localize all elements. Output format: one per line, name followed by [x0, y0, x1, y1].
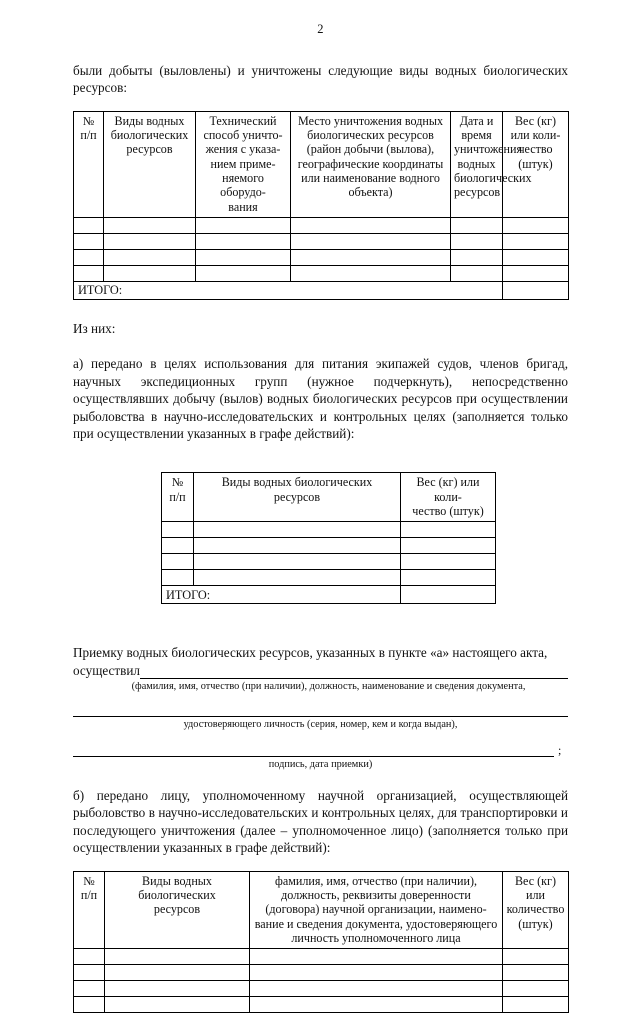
- cell-number[interactable]: [74, 997, 105, 1013]
- table-row[interactable]: [74, 249, 569, 265]
- cell-weight[interactable]: [503, 965, 569, 981]
- table-total-row: [74, 281, 569, 299]
- cell-weight[interactable]: [503, 249, 569, 265]
- cell-person-details[interactable]: [250, 949, 503, 965]
- table-row[interactable]: [74, 965, 569, 981]
- column-header-number: № п/п: [162, 473, 194, 522]
- cell-species[interactable]: [105, 965, 250, 981]
- cell-number[interactable]: [162, 538, 194, 554]
- cell-number[interactable]: [74, 265, 104, 281]
- table-row[interactable]: [74, 233, 569, 249]
- cell-method[interactable]: [196, 265, 291, 281]
- cell-method[interactable]: [196, 233, 291, 249]
- table-header-row: [74, 111, 569, 217]
- cell-place[interactable]: [291, 233, 451, 249]
- cell-species[interactable]: [104, 233, 196, 249]
- cell-weight[interactable]: [401, 538, 496, 554]
- intro-paragraph: были добыты (выловлены) и уничтожены следующие виды водных биологических ресурсов:: [73, 63, 568, 96]
- signature-rule-name[interactable]: [140, 663, 568, 679]
- cell-number[interactable]: [74, 965, 105, 981]
- cell-number[interactable]: [74, 217, 104, 233]
- cell-species[interactable]: [194, 522, 401, 538]
- table-total-row: [162, 586, 496, 604]
- cell-species[interactable]: [194, 554, 401, 570]
- cell-weight[interactable]: [401, 554, 496, 570]
- table-row[interactable]: [74, 981, 569, 997]
- cell-place[interactable]: [291, 249, 451, 265]
- signature-rule-signature[interactable]: [73, 741, 554, 757]
- cell-weight[interactable]: [503, 233, 569, 249]
- table-row[interactable]: [162, 538, 496, 554]
- page-number: 2: [317, 22, 324, 36]
- cell-datetime[interactable]: [451, 249, 503, 265]
- column-header-weight: Вес (кг) или количество (штук): [503, 871, 569, 948]
- cell-method[interactable]: [196, 217, 291, 233]
- acceptance-trailing-punctuation: ;: [558, 743, 562, 758]
- cell-number[interactable]: [74, 949, 105, 965]
- paragraph-b: б) передано лицу, уполномоченному научной организацией, осуществляющей рыболовство в научно-исследовательских и контрольных целях, для транспортировки и последующего уничтожения (далее – уполномоченное лицо) (заполняется только при осуществлении указанных в графе действий):: [73, 788, 568, 856]
- cell-person-details[interactable]: [250, 965, 503, 981]
- cell-datetime[interactable]: [451, 233, 503, 249]
- cell-weight[interactable]: [503, 217, 569, 233]
- cell-number[interactable]: [162, 554, 194, 570]
- cell-place[interactable]: [291, 217, 451, 233]
- table-header-row: [74, 871, 569, 948]
- acceptance-sign-line: [73, 741, 568, 757]
- cell-species[interactable]: [105, 997, 250, 1013]
- cell-datetime[interactable]: [451, 217, 503, 233]
- table-row[interactable]: [162, 570, 496, 586]
- column-header-place: Место уничтожения водных биологических ресурсов (район добычи (вылова), географические координаты или наименование водного объекта): [291, 111, 451, 217]
- table-header-row: [162, 473, 496, 522]
- cell-number[interactable]: [162, 522, 194, 538]
- cell-species[interactable]: [194, 570, 401, 586]
- acceptance-sentence-line1: Приемку водных биологических ресурсов, указанных в пункте «а» настоящего акта,: [73, 645, 548, 661]
- table-row[interactable]: [162, 554, 496, 570]
- table-row[interactable]: [74, 949, 569, 965]
- total-label: ИТОГО:: [162, 586, 401, 604]
- cell-weight[interactable]: [401, 570, 496, 586]
- table-transferred-for-food: [161, 472, 496, 604]
- cell-person-details[interactable]: [250, 981, 503, 997]
- cell-weight[interactable]: [503, 949, 569, 965]
- cell-weight[interactable]: [503, 981, 569, 997]
- column-header-weight: Вес (кг) или коли- чество (штук): [401, 473, 496, 522]
- cell-species[interactable]: [104, 249, 196, 265]
- signature-rule-identity[interactable]: [73, 701, 568, 717]
- paragraph-a: а) передано в целях использования для питания экипажей судов, членов бригад, научных экспедиционных групп (нужное подчеркнуть), непосредственно осуществлявших добычу (вылов) водных биологических ресурсов при осуществлении рыболовства в научно-исследовательских и контрольных целях (заполняется только при осуществлении указанных в графе действий):: [73, 356, 568, 441]
- acceptance-name-line: [73, 662, 568, 679]
- column-header-number: № п/п: [74, 111, 104, 217]
- cell-number[interactable]: [74, 249, 104, 265]
- cell-weight[interactable]: [401, 522, 496, 538]
- acceptance-caption-2: удостоверяющего личность (серия, номер, кем и когда выдан),: [183, 719, 458, 731]
- cell-person-details[interactable]: [250, 997, 503, 1013]
- cell-species[interactable]: [105, 949, 250, 965]
- column-header-person-details: фамилия, имя, отчество (при наличии), должность, реквизиты доверенности (договора) научной организации, наимено- вание и сведения документа, удостоверяющего личность уполномоченного лица: [250, 871, 503, 948]
- column-header-species: Виды водных биологических ресурсов: [105, 871, 250, 948]
- cell-number[interactable]: [162, 570, 194, 586]
- cell-species[interactable]: [194, 538, 401, 554]
- cell-weight[interactable]: [503, 265, 569, 281]
- table-row[interactable]: [162, 522, 496, 538]
- total-label: ИТОГО:: [74, 281, 503, 299]
- table-row[interactable]: [74, 265, 569, 281]
- column-header-method: Технический способ уничто- жения с указа- нием приме- няемого оборудо- вания: [196, 111, 291, 217]
- table-destroyed-resources: [73, 111, 569, 300]
- table-row[interactable]: [74, 997, 569, 1013]
- acceptance-id-line: [73, 701, 568, 717]
- table-transferred-to-authorized-person: [73, 871, 569, 1013]
- column-header-datetime: Дата и время уничтожения водных биологических ресурсов: [451, 111, 503, 217]
- from-them-label: Из них:: [73, 320, 116, 336]
- cell-species[interactable]: [104, 265, 196, 281]
- acceptance-verb: осуществил: [73, 662, 141, 678]
- acceptance-caption-3: подпись, дата приемки): [268, 759, 373, 771]
- page-content: [73, 22, 568, 1013]
- table-row[interactable]: [74, 217, 569, 233]
- cell-number[interactable]: [74, 233, 104, 249]
- cell-place[interactable]: [291, 265, 451, 281]
- column-header-species: Виды водных биологических ресурсов: [194, 473, 401, 522]
- acceptance-signature-block: [73, 644, 568, 771]
- cell-weight[interactable]: [503, 997, 569, 1013]
- total-value[interactable]: [503, 281, 569, 299]
- column-header-number: № п/п: [74, 871, 105, 948]
- column-header-species: Виды водных биологических ресурсов: [104, 111, 196, 217]
- cell-species[interactable]: [104, 217, 196, 233]
- acceptance-caption-1: (фамилия, имя, отчество (при наличии), должность, наименование и сведения документа,: [131, 681, 526, 693]
- cell-method[interactable]: [196, 249, 291, 265]
- column-header-weight: Вес (кг) или коли- чество (штук): [503, 111, 569, 217]
- cell-species[interactable]: [105, 981, 250, 997]
- cell-number[interactable]: [74, 981, 105, 997]
- cell-datetime[interactable]: [451, 265, 503, 281]
- total-value[interactable]: [401, 586, 496, 604]
